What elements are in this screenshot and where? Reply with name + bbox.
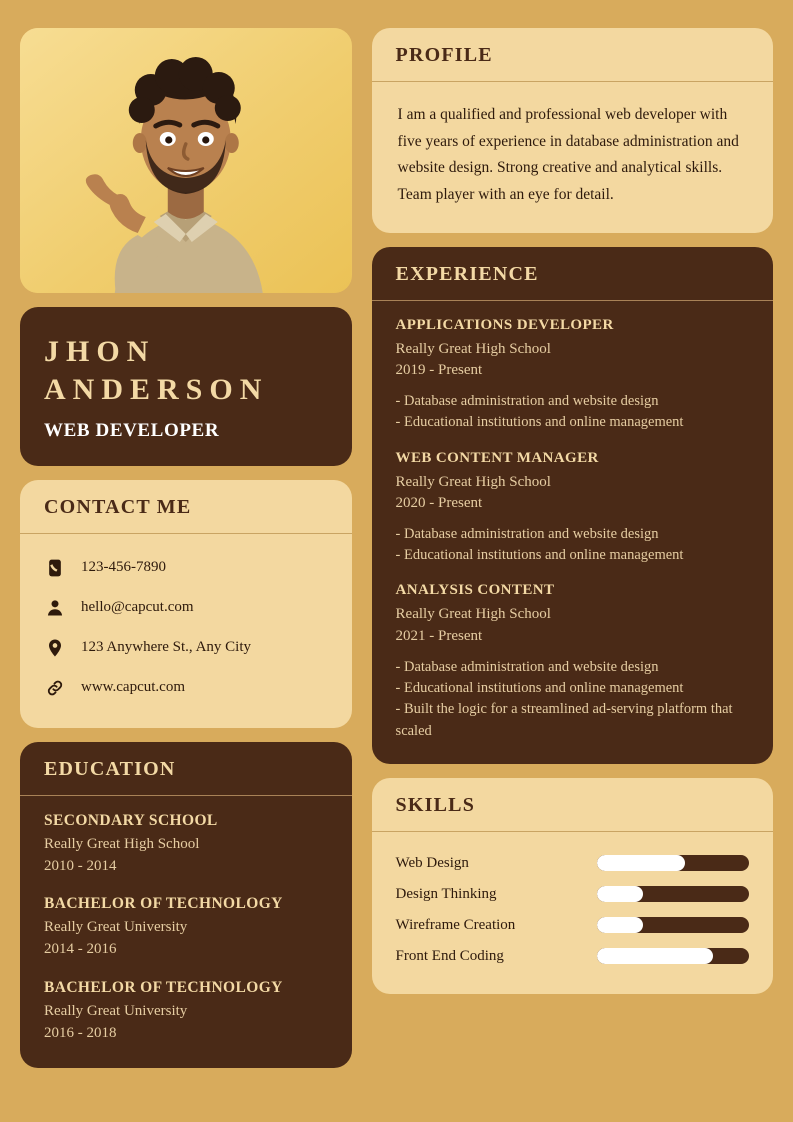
skill-item	[396, 879, 749, 910]
education-list	[20, 796, 352, 1069]
experience-section	[372, 247, 773, 764]
education-degree: BACHELOR OF TECHNOLOGY	[44, 895, 283, 913]
portrait-illustration	[20, 28, 352, 293]
education-degree: BACHELOR OF TECHNOLOGY	[44, 978, 283, 996]
experience-bullet: - Database administration and website design	[395, 393, 659, 410]
experience-organization: Really Great High School	[395, 473, 551, 490]
link-icon	[44, 677, 66, 699]
last-name: ANDERSON	[44, 373, 269, 407]
education-years: 2016 - 2018	[44, 1024, 117, 1041]
experience-bullet: - Educational institutions and online management	[395, 547, 684, 564]
contact-section	[20, 480, 352, 728]
skill-bar-fill	[597, 948, 713, 964]
skill-label: Design Thinking	[395, 885, 497, 902]
experience-bullet: - Educational institutions and online management	[395, 680, 684, 697]
experience-bullet: - Built the logic for a streamlined ad-serving platform that scaled	[395, 701, 733, 739]
experience-heading: EXPERIENCE	[372, 247, 773, 301]
education-school: Really Great High School	[44, 835, 200, 852]
education-degree: SECONDARY SCHOOL	[44, 811, 218, 829]
right-column	[372, 28, 773, 1094]
skills-list	[372, 832, 773, 994]
contact-value: hello@capcut.com	[81, 599, 194, 616]
education-item	[44, 979, 328, 1045]
profile-heading: PROFILE	[372, 28, 773, 82]
skill-bar-fill	[597, 855, 685, 871]
experience-bullet: - Database administration and website design	[395, 659, 659, 676]
education-item	[44, 812, 328, 878]
skill-bar	[597, 886, 749, 902]
education-section	[20, 742, 352, 1069]
skill-label: Web Design	[395, 854, 469, 871]
person-icon	[44, 597, 66, 619]
skill-bar	[597, 948, 749, 964]
experience-list	[372, 301, 773, 764]
experience-dates: 2021 - Present	[395, 627, 483, 644]
skill-item	[396, 910, 749, 941]
contact-item-email[interactable]	[44, 588, 328, 628]
skill-item	[396, 941, 749, 972]
profile-photo	[20, 28, 352, 293]
contact-item-address[interactable]	[44, 628, 328, 668]
name-card	[20, 307, 352, 466]
experience-bullet: - Database administration and website design	[395, 526, 659, 543]
skill-bar-fill	[597, 886, 643, 902]
education-heading: EDUCATION	[20, 742, 352, 796]
education-years: 2014 - 2016	[44, 941, 117, 958]
contact-item-website[interactable]	[44, 668, 328, 708]
skill-item	[396, 848, 749, 879]
contact-value: 123-456-7890	[81, 559, 166, 576]
job-title: WEB DEVELOPER	[44, 419, 220, 441]
phone-icon	[44, 557, 66, 579]
skill-bar	[597, 855, 749, 871]
experience-role: WEB CONTENT MANAGER	[395, 449, 599, 466]
location-pin-icon	[44, 637, 66, 659]
experience-bullets	[396, 391, 749, 433]
experience-bullet: - Educational institutions and online management	[395, 414, 684, 431]
left-column	[20, 28, 352, 1094]
contact-value: www.capcut.com	[81, 679, 185, 696]
experience-item	[396, 450, 749, 567]
skill-bar	[597, 917, 749, 933]
experience-dates: 2019 - Present	[395, 361, 483, 378]
experience-dates: 2020 - Present	[395, 494, 483, 511]
first-name: JHON	[44, 335, 156, 368]
experience-item	[396, 317, 749, 434]
education-item	[44, 895, 328, 961]
education-school: Really Great University	[44, 919, 188, 936]
experience-organization: Really Great High School	[395, 606, 551, 623]
experience-item	[396, 582, 749, 741]
education-years: 2010 - 2014	[44, 857, 117, 874]
experience-role: APPLICATIONS DEVELOPER	[395, 316, 614, 333]
experience-role: ANALYSIS CONTENT	[395, 582, 555, 599]
profile-section	[372, 28, 773, 233]
skills-heading: SKILLS	[372, 778, 773, 832]
skill-bar-fill	[597, 917, 643, 933]
contact-value: 123 Anywhere St., Any City	[81, 639, 252, 656]
contact-item-phone[interactable]	[44, 548, 328, 588]
contact-list	[20, 534, 352, 728]
skill-label: Front End Coding	[395, 947, 504, 964]
profile-text: I am a qualified and professional web developer with five years of experience in database administration and website design. Strong creative and analytical skills. Team player with an eye for detail.	[397, 106, 739, 203]
skill-label: Wireframe Creation	[395, 916, 516, 933]
contact-heading: CONTACT ME	[20, 480, 352, 534]
skills-section	[372, 778, 773, 994]
experience-bullets	[396, 524, 749, 566]
experience-bullets	[396, 657, 749, 742]
education-school: Really Great University	[44, 1002, 188, 1019]
experience-organization: Really Great High School	[395, 340, 551, 357]
